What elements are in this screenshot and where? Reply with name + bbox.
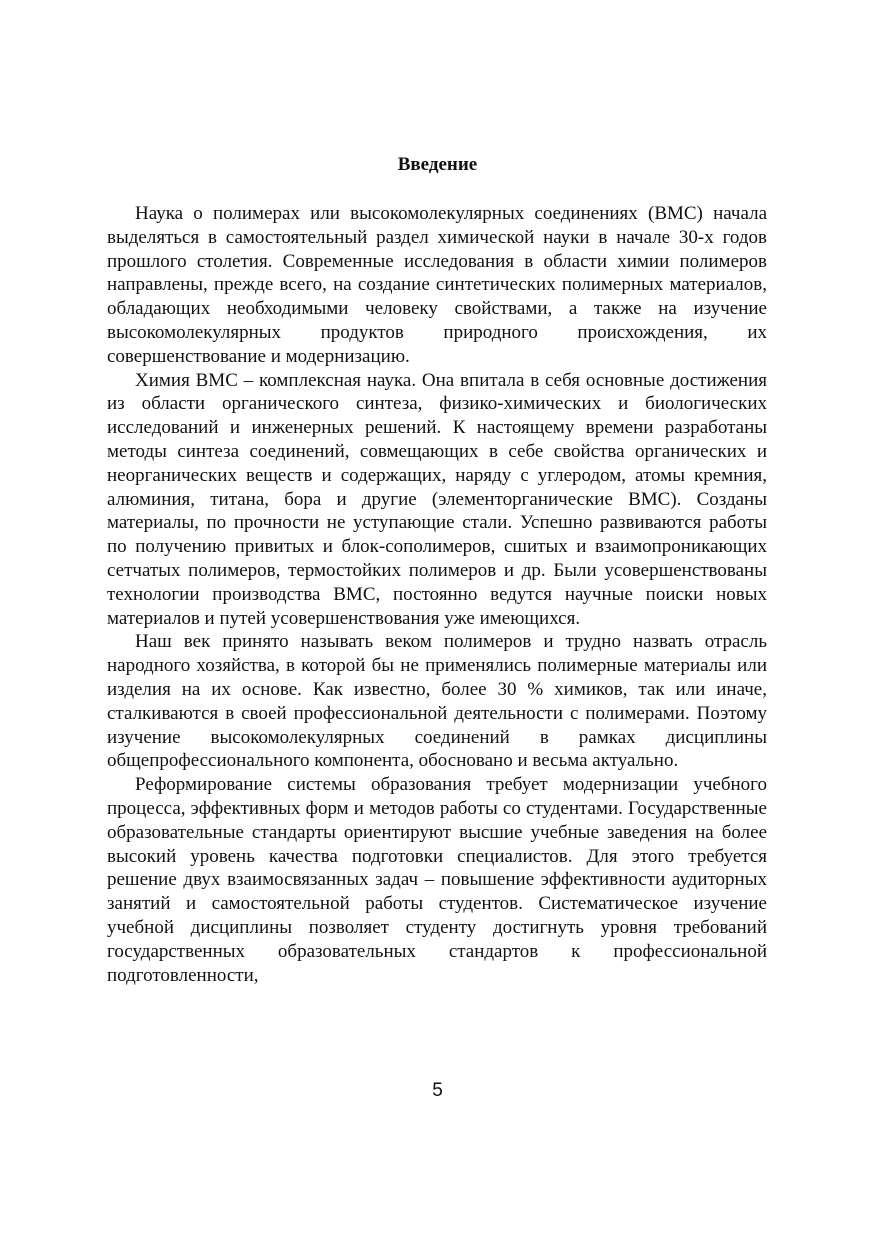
page-number: 5 (432, 1080, 443, 1101)
paragraph-2: Химия ВМС – комплексная наука. Она впитала в себя основные достижения из области органического синтеза, физико-химических и биологических исследований и инженерных решений. К настоящему времени разработаны методы синтеза соединений, совмещающих в себе свойства органических и неорганических веществ и содержащих, наряду с углеродом, атомы кремния, алюминия, титана, бора и другие (элементорганические ВМС). Созданы материалы, по прочности не уступающие стали. Успешно развиваются работы по получению привитых и блок-сополимеров, сшитых и взаимопроникающих сетчатых полимеров, термостойких полимеров и др. Были усовершенствованы технологии производства ВМС, постоянно ведутся научные поиски новых материалов и путей усовершенствования уже имеющихся. (107, 369, 767, 629)
paragraph-4: Реформирование системы образования требует модернизации учебного процесса, эффективных форм и методов работы со студентами. Государственные образовательные стандарты ориентируют высшие учебные заведения на более высокий уровень качества подготовки специалистов. Для этого требуется решение двух взаимосвязанных задач – повышение эффективности аудиторных занятий и самостоятельной работы студентов. Систематическое изучение учебной дисциплины позволяет студенту достигнуть уровня требований государственных образовательных стандартов к профессиональной подготовленности, (107, 774, 767, 986)
section-heading: Введение (397, 154, 478, 175)
paragraph-3: Наш век принято называть веком полимеров и трудно назвать отрасль народного хозяйства, в которой бы не применялись полимерные материалы или изделия на их основе. Как известно, более 30 % химиков, так или иначе, сталкиваются в своей профессиональной деятельности с полимерами. Поэтому изучение высокомолекулярных соединений в рамках дисциплины общепрофессионального компонента, обосновано и весьма актуально. (107, 631, 767, 772)
paragraph-1: Наука о полимерах или высокомолекулярных соединениях (ВМС) начала выделяться в самостоятельный раздел химической науки в начале 30-х годов прошлого столетия. Современные исследования в области химии полимеров направлены, прежде всего, на создание синтетических полимерных материалов, обладающих необходимыми человеку свойствами, а также на изучение высокомолекулярных продуктов природного происхождения, их совершенствование и модернизацию. (107, 203, 767, 367)
body-text (107, 202, 767, 987)
